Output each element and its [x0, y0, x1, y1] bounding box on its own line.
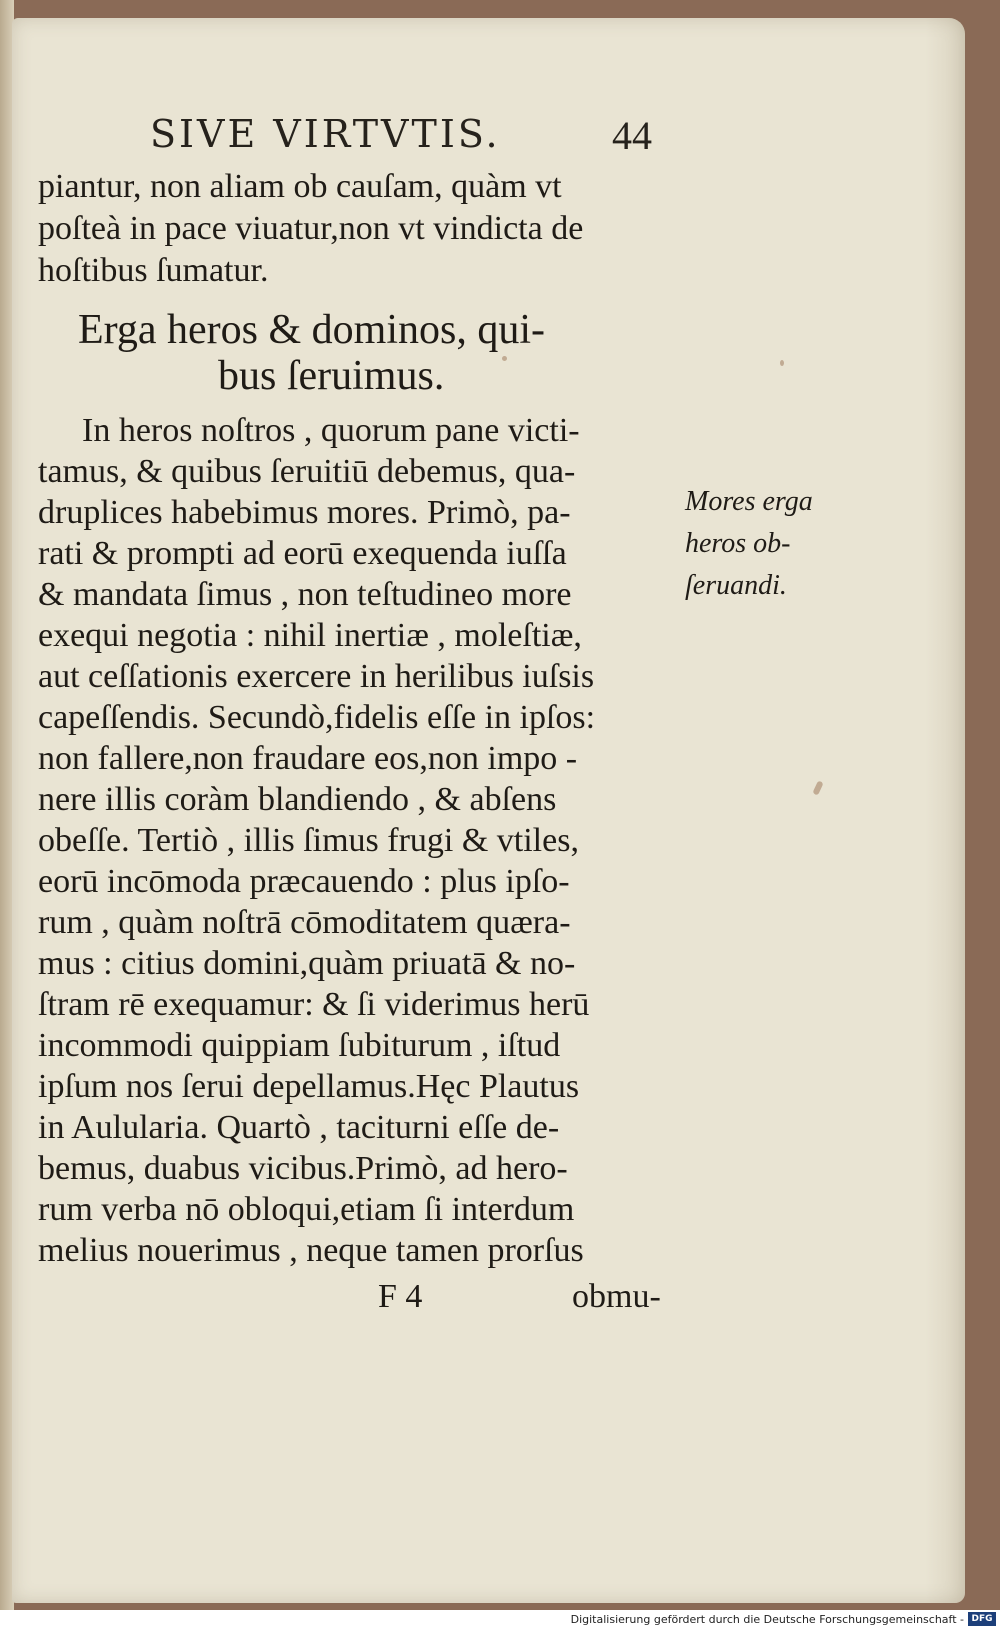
running-head: SIVE VIRTVTIS. [150, 112, 501, 156]
body-line: ſtram rē exequamur: & ſi viderimus herū [38, 986, 590, 1023]
body-line: eorū incōmoda præcauendo : plus ipſo- [38, 863, 570, 900]
digitization-credit: Digitalisierung gefördert durch die Deutsche Forschungsgemeinschaft - [570, 1613, 964, 1626]
body-line: melius nouerimus , neque tamen prorſus [38, 1232, 584, 1269]
ink-speck [502, 356, 507, 361]
marginal-note-line: Mores erga [685, 486, 813, 517]
body-line: druplices habebimus mores. Primò, pa- [38, 494, 571, 531]
body-line: non fallere,non fraudare eos,non impo - [38, 740, 578, 777]
body-line: aut ceſſationis exercere in herilibus iuſsis [38, 658, 595, 695]
body-line: mus : citius domini,quàm priuatā & no- [38, 945, 576, 982]
marginal-note-line: heros ob- [685, 528, 791, 559]
signature-mark: F 4 [378, 1278, 423, 1315]
body-line: in Aulularia. Quartò , taciturni eſſe de- [38, 1109, 560, 1146]
body-line: rum , quàm noſtrā cōmoditatem quæra- [38, 904, 571, 941]
body-line: exequi negotia : nihil inertiæ , moleſtiæ, [38, 617, 582, 654]
text-line: hoſtibus ſumatur. [38, 252, 269, 289]
body-line: capeſſendis. Secundò,fidelis eſſe in ipſos: [38, 699, 596, 736]
body-line: incommodi quippiam ſubiturum , iſtud [38, 1027, 561, 1064]
body-line: rati & prompti ad eorū exequenda iuſſa [38, 535, 567, 572]
page-edge-shading [925, 18, 965, 1603]
text-line: piantur, non aliam ob cauſam, quàm vt [38, 168, 562, 205]
text-line: poſteà in pace viuatur,non vt vindicta de [38, 210, 584, 247]
catchword: obmu- [572, 1278, 661, 1315]
section-heading-line-2: bus ſeruimus. [218, 353, 445, 399]
marginal-note-line: ſeruandi. [685, 570, 787, 601]
page-number: 44 [612, 113, 652, 158]
ink-speck [780, 360, 784, 366]
body-line: rum verba nō obloqui,etiam ſi interdum [38, 1191, 575, 1228]
body-line: ipſum nos ſerui depellamus.Hęc Plautus [38, 1068, 580, 1105]
body-line: nere illis coràm blandiendo , & abſens [38, 781, 557, 818]
body-line: obeſſe. Tertiò , illis ſimus frugi & vtiles, [38, 822, 579, 859]
body-line: bemus, duabus vicibus.Primò, ad hero- [38, 1150, 568, 1187]
body-line: & mandata ſimus , non teſtudineo more [38, 576, 572, 613]
body-line: In heros noſtros , quorum pane victi- [82, 412, 580, 449]
body-line: tamus, & quibus ſeruitiū debemus, qua- [38, 453, 576, 490]
section-heading-line-1: Erga heros & dominos, qui- [78, 307, 546, 353]
dfg-logo: DFG [968, 1612, 996, 1626]
